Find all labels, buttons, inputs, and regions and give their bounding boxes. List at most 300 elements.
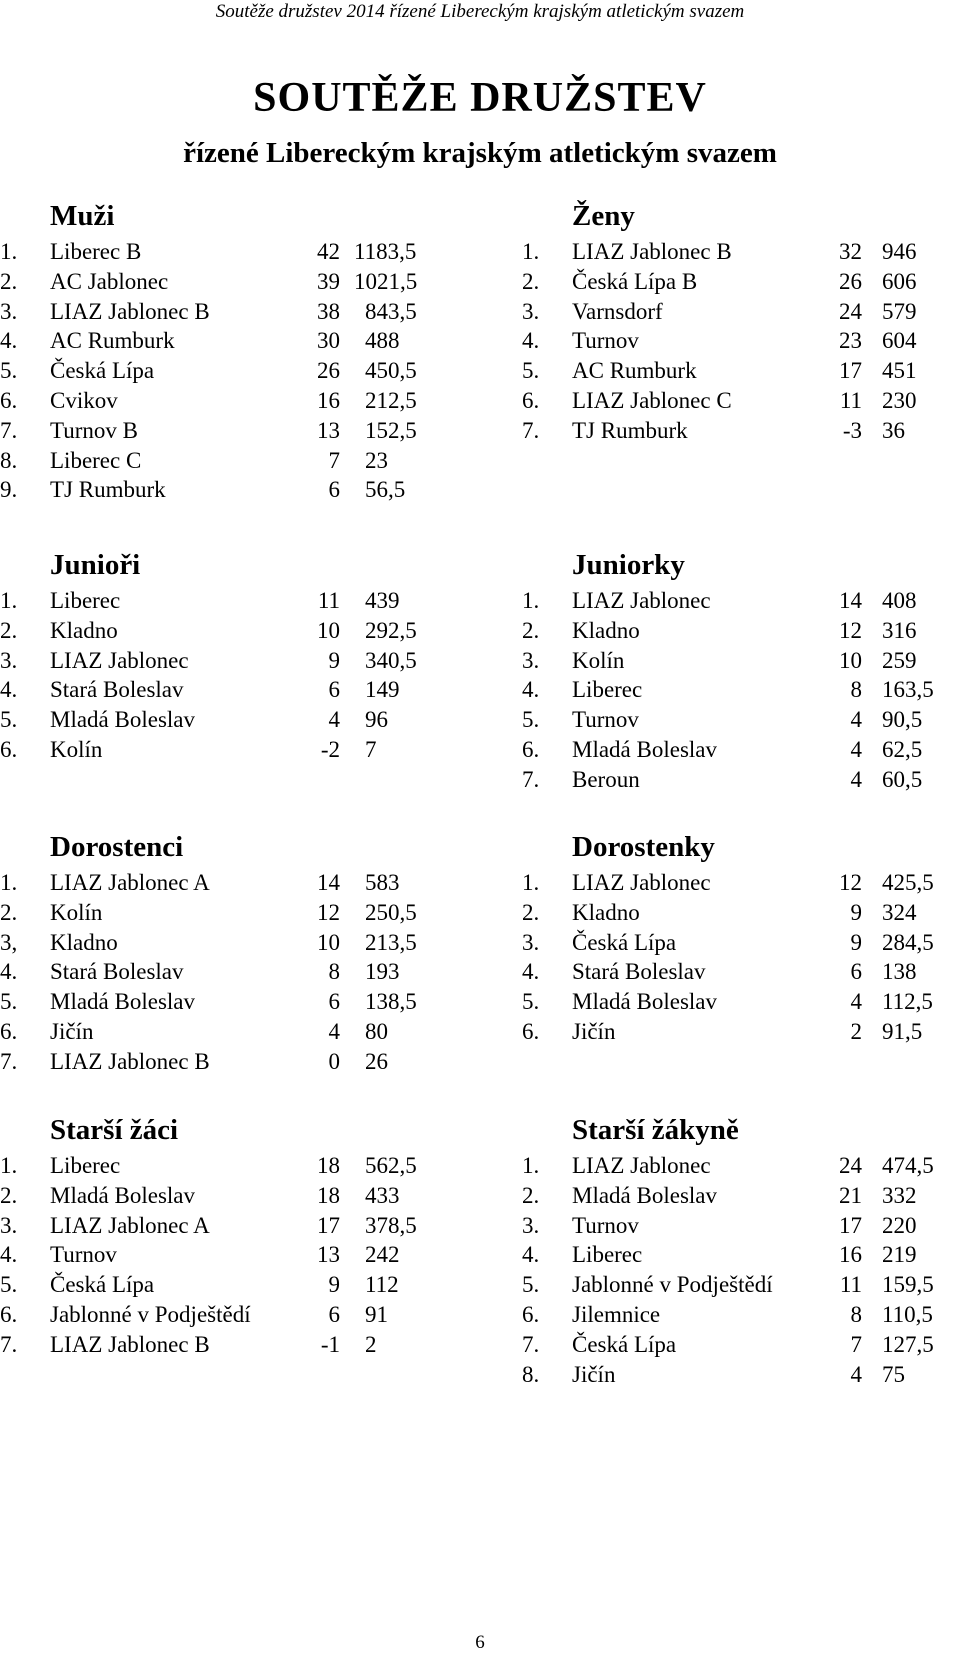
points-cell: 17 xyxy=(839,1212,862,1238)
team-name: Kladno xyxy=(50,617,118,643)
section-title: Juniorky xyxy=(572,549,685,581)
team-name: Jablonné v Podještědí xyxy=(50,1301,251,1327)
score-cell: 26 xyxy=(365,1048,388,1074)
team-name: Kolín xyxy=(50,899,103,925)
standings-row xyxy=(522,1181,942,1211)
points-cell: 9 xyxy=(850,899,862,925)
score-cell: 583 xyxy=(365,870,400,895)
rank-cell: 1. xyxy=(0,1153,18,1178)
score-cell: 138,5 xyxy=(365,989,417,1015)
team-name: Varnsdorf xyxy=(572,298,663,324)
team-name: LIAZ Jablonec B xyxy=(50,298,210,324)
team-name: Kolín xyxy=(50,736,103,762)
score-cell: 606 xyxy=(882,268,917,294)
points-cell: -2 xyxy=(320,736,340,762)
running-header: Soutěže družstev 2014 řízené Libereckým krajským atletickým svazem xyxy=(215,1,745,22)
points-cell: 9 xyxy=(328,1272,340,1298)
standings-row xyxy=(0,868,420,898)
rank-cell: 3. xyxy=(522,298,540,324)
score-cell: 316 xyxy=(882,617,917,643)
points-cell: 4 xyxy=(850,1361,862,1387)
points-cell: 13 xyxy=(317,417,340,443)
rank-cell: 7. xyxy=(0,1048,18,1074)
points-cell: 4 xyxy=(328,707,340,733)
team-name: Turnov B xyxy=(50,417,138,443)
points-cell: 4 xyxy=(850,736,862,762)
points-cell: 10 xyxy=(317,929,340,955)
points-cell: 17 xyxy=(839,358,862,384)
rank-cell: 3. xyxy=(522,647,540,673)
standings-row xyxy=(522,326,942,356)
standings-row xyxy=(522,1360,942,1390)
team-name: Česká Lípa xyxy=(572,1331,677,1357)
team-name: LIAZ Jablonec A xyxy=(50,1212,210,1238)
standings-row xyxy=(522,586,942,616)
points-cell: 12 xyxy=(317,899,340,925)
team-name: LIAZ Jablonec C xyxy=(572,387,732,413)
rank-cell: 1. xyxy=(522,870,540,895)
team-name: AC Rumburk xyxy=(50,328,175,354)
rank-cell: 3. xyxy=(0,1212,18,1238)
points-cell: 24 xyxy=(839,298,862,324)
standings-row xyxy=(522,1300,942,1330)
points-cell: 39 xyxy=(317,268,340,294)
score-cell: 75 xyxy=(882,1361,905,1387)
team-name: Liberec xyxy=(50,1153,121,1178)
team-name: Liberec C xyxy=(50,447,142,473)
team-name: TJ Rumburk xyxy=(50,477,166,503)
score-cell: 474,5 xyxy=(882,1153,934,1178)
team-name: Jičín xyxy=(572,1361,616,1387)
score-cell: 127,5 xyxy=(882,1331,934,1357)
score-cell: 324 xyxy=(882,899,917,925)
rank-cell: 2. xyxy=(522,899,540,925)
points-cell: 24 xyxy=(839,1153,862,1178)
team-name: LIAZ Jablonec B xyxy=(572,239,732,264)
points-cell: 21 xyxy=(839,1182,862,1208)
standings-row xyxy=(522,416,942,446)
score-cell: 488 xyxy=(365,328,400,354)
points-cell: 8 xyxy=(850,677,862,703)
score-cell: 433 xyxy=(365,1182,400,1208)
score-cell: 2 xyxy=(365,1331,377,1357)
team-name: Turnov xyxy=(572,1212,639,1238)
team-name: Jilemnice xyxy=(572,1301,661,1327)
standings-row xyxy=(0,237,420,267)
points-cell: 7 xyxy=(328,447,340,473)
score-cell: 219 xyxy=(882,1242,917,1268)
score-cell: 843,5 xyxy=(365,298,417,324)
points-cell: 2 xyxy=(850,1018,862,1044)
standings-row xyxy=(0,386,420,416)
score-cell: 149 xyxy=(365,677,400,703)
rank-cell: 4. xyxy=(0,1242,18,1268)
score-cell: 159,5 xyxy=(882,1272,934,1298)
standings-row xyxy=(0,898,420,928)
team-name: Kladno xyxy=(572,617,640,643)
points-cell: -3 xyxy=(842,417,862,443)
section-starsi-zakyne xyxy=(522,1111,942,1389)
score-cell: 439 xyxy=(365,588,400,613)
rank-cell: 5. xyxy=(522,358,540,384)
score-cell: 60,5 xyxy=(882,766,923,792)
points-cell: 4 xyxy=(850,766,862,792)
score-cell: 292,5 xyxy=(365,617,417,643)
rank-cell: 1. xyxy=(522,588,540,613)
rank-cell: 5. xyxy=(0,358,18,384)
standings-list xyxy=(0,586,420,765)
points-cell: 6 xyxy=(328,477,340,503)
points-cell: 18 xyxy=(317,1182,340,1208)
team-name: Kolín xyxy=(572,647,625,673)
score-cell: 332 xyxy=(882,1182,917,1208)
section-muzi xyxy=(0,197,420,505)
score-cell: 212,5 xyxy=(365,387,417,413)
team-name: Mladá Boleslav xyxy=(572,736,717,762)
section-dorostenci xyxy=(0,828,420,1077)
score-cell: 604 xyxy=(882,328,917,354)
rank-cell: 3. xyxy=(0,647,18,673)
points-cell: 17 xyxy=(317,1212,340,1238)
standings-row xyxy=(522,705,942,735)
rank-cell: 6. xyxy=(0,387,18,413)
score-cell: 284,5 xyxy=(882,929,934,955)
rank-cell: 5. xyxy=(0,707,18,733)
standings-list xyxy=(522,1151,942,1389)
rank-cell: 4. xyxy=(0,959,18,985)
section-title: Dorostenky xyxy=(572,831,715,863)
score-cell: 193 xyxy=(365,959,400,985)
section-title: Dorostenci xyxy=(50,831,184,863)
team-name: LIAZ Jablonec B xyxy=(50,1048,210,1074)
points-cell: 9 xyxy=(850,929,862,955)
team-name: Kladno xyxy=(50,929,118,955)
score-cell: 579 xyxy=(882,298,917,324)
team-name: Jičín xyxy=(50,1018,94,1044)
team-name: LIAZ Jablonec xyxy=(50,647,189,673)
score-cell: 90,5 xyxy=(882,707,923,733)
team-name: LIAZ Jablonec xyxy=(572,870,711,895)
points-cell: 6 xyxy=(850,959,862,985)
rank-cell: 7. xyxy=(0,417,18,443)
standings-list xyxy=(522,868,942,1047)
section-title: Muži xyxy=(50,200,115,232)
points-cell: 6 xyxy=(328,989,340,1015)
points-cell: 8 xyxy=(328,959,340,985)
score-cell: 62,5 xyxy=(882,736,923,762)
standings-row xyxy=(522,675,942,705)
rank-cell: 5. xyxy=(0,989,18,1015)
standings-row xyxy=(522,237,942,267)
team-name: Mladá Boleslav xyxy=(50,707,195,733)
score-cell: 23 xyxy=(365,447,388,473)
standings-row xyxy=(0,1151,420,1181)
team-name: Beroun xyxy=(572,766,640,792)
team-name: Jičín xyxy=(572,1018,616,1044)
score-cell: 230 xyxy=(882,387,917,413)
standings-list xyxy=(0,868,420,1077)
standings-row xyxy=(0,297,420,327)
rank-cell: 6. xyxy=(0,736,18,762)
section-dorostenky xyxy=(522,828,942,1047)
team-name: Liberec B xyxy=(50,239,142,264)
team-name: Turnov xyxy=(572,328,639,354)
standings-list xyxy=(0,1151,420,1360)
rank-cell: 8. xyxy=(522,1361,540,1387)
team-name: Jablonné v Podještědí xyxy=(572,1272,773,1298)
score-cell: 408 xyxy=(882,588,917,613)
standings-list xyxy=(522,586,942,795)
points-cell: 4 xyxy=(850,707,862,733)
points-cell: 16 xyxy=(317,387,340,413)
rank-cell: 6. xyxy=(522,1301,540,1327)
rank-cell: 5. xyxy=(522,1272,540,1298)
points-cell: 8 xyxy=(850,1301,862,1327)
score-cell: 562,5 xyxy=(365,1153,417,1178)
page-title: SOUTĚŽE DRUŽSTEV xyxy=(253,75,707,121)
score-cell: 112,5 xyxy=(882,989,933,1015)
points-cell: 12 xyxy=(839,870,862,895)
points-cell: 11 xyxy=(839,387,862,413)
standings-row xyxy=(522,1240,942,1270)
standings-row xyxy=(522,957,942,987)
score-cell: 163,5 xyxy=(882,677,934,703)
score-cell: 36 xyxy=(882,417,905,443)
standings-row xyxy=(0,675,420,705)
score-cell: 7 xyxy=(365,736,377,762)
standings-row xyxy=(0,326,420,356)
points-cell: 11 xyxy=(317,588,340,613)
section-title: Starší žáci xyxy=(50,1114,179,1146)
score-cell: 138 xyxy=(882,959,917,985)
team-name: Česká Lípa xyxy=(50,1272,155,1298)
standings-row xyxy=(0,1211,420,1241)
points-cell: 38 xyxy=(317,298,340,324)
points-cell: 14 xyxy=(839,588,862,613)
rank-cell: 9. xyxy=(0,477,18,503)
rank-cell: 2. xyxy=(0,899,18,925)
standings-row xyxy=(0,616,420,646)
rank-cell: 6. xyxy=(522,387,540,413)
rank-cell: 2. xyxy=(0,268,18,294)
standings-row xyxy=(522,1211,942,1241)
section-juniorky xyxy=(522,546,942,795)
rank-cell: 4. xyxy=(522,677,540,703)
standings-row xyxy=(0,1270,420,1300)
team-name: Stará Boleslav xyxy=(572,959,706,985)
team-name: Česká Lípa xyxy=(50,358,155,384)
points-cell: 30 xyxy=(317,328,340,354)
score-cell: 340,5 xyxy=(365,647,417,673)
section-title: Starší žákyně xyxy=(572,1114,739,1146)
team-name: LIAZ Jablonec A xyxy=(50,870,210,895)
points-cell: 23 xyxy=(839,328,862,354)
standings-row xyxy=(0,356,420,386)
score-cell: 425,5 xyxy=(882,870,934,895)
rank-cell: 2. xyxy=(0,617,18,643)
points-cell: 4 xyxy=(328,1018,340,1044)
score-cell: 378,5 xyxy=(365,1212,417,1238)
score-cell: 450,5 xyxy=(365,358,417,384)
standings-row xyxy=(0,1300,420,1330)
score-cell: 259 xyxy=(882,647,917,673)
standings-row xyxy=(0,586,420,616)
rank-cell: 4. xyxy=(0,677,18,703)
team-name: Stará Boleslav xyxy=(50,677,184,703)
standings-row xyxy=(522,1151,942,1181)
team-name: Česká Lípa xyxy=(572,929,677,955)
points-cell: 42 xyxy=(317,239,340,264)
standings-list xyxy=(0,237,420,505)
rank-cell: 7. xyxy=(0,1331,18,1357)
points-cell: 14 xyxy=(317,870,340,895)
score-cell: 80 xyxy=(365,1018,388,1044)
rank-cell: 7. xyxy=(522,1331,540,1357)
points-cell: 13 xyxy=(317,1242,340,1268)
team-name: Mladá Boleslav xyxy=(572,1182,717,1208)
points-cell: 10 xyxy=(317,617,340,643)
section-zeny xyxy=(522,197,942,446)
rank-cell: 5. xyxy=(522,989,540,1015)
rank-cell: 3, xyxy=(0,929,18,955)
team-name: Kladno xyxy=(572,899,640,925)
rank-cell: 1. xyxy=(0,239,18,264)
team-name: Liberec xyxy=(572,677,643,703)
rank-cell: 6. xyxy=(0,1018,18,1044)
points-cell: 12 xyxy=(839,617,862,643)
standings-row xyxy=(522,646,942,676)
standings-row xyxy=(0,735,420,765)
rank-cell: 3. xyxy=(522,1212,540,1238)
team-name: AC Jablonec xyxy=(50,268,169,294)
rank-cell: 8. xyxy=(0,447,18,473)
score-cell: 1021,5 xyxy=(354,268,418,294)
team-name: Mladá Boleslav xyxy=(50,1182,195,1208)
rank-cell: 4. xyxy=(0,328,18,354)
standings-row xyxy=(522,1017,942,1047)
standings-row xyxy=(522,987,942,1017)
team-name: Česká Lípa B xyxy=(572,268,698,294)
standings-list xyxy=(522,237,942,446)
team-name: LIAZ Jablonec xyxy=(572,1153,711,1178)
score-cell: 56,5 xyxy=(365,477,406,503)
standings-row xyxy=(0,646,420,676)
team-name: TJ Rumburk xyxy=(572,417,688,443)
standings-row xyxy=(0,705,420,735)
rank-cell: 2. xyxy=(0,1182,18,1208)
score-cell: 110,5 xyxy=(882,1301,933,1327)
points-cell: 6 xyxy=(328,677,340,703)
page-subtitle: řízené Libereckým krajským atletickým svazem xyxy=(183,137,777,169)
standings-row xyxy=(0,1017,420,1047)
rank-cell: 4. xyxy=(522,959,540,985)
standings-row xyxy=(522,386,942,416)
standings-row xyxy=(0,928,420,958)
rank-cell: 4. xyxy=(522,328,540,354)
points-cell: 9 xyxy=(328,647,340,673)
team-name: Stará Boleslav xyxy=(50,959,184,985)
rank-cell: 1. xyxy=(522,1153,540,1178)
standings-row xyxy=(0,1181,420,1211)
rank-cell: 2. xyxy=(522,268,540,294)
score-cell: 946 xyxy=(882,239,917,264)
standings-row xyxy=(522,356,942,386)
rank-cell: 5. xyxy=(522,707,540,733)
rank-cell: 5. xyxy=(0,1272,18,1298)
points-cell: 10 xyxy=(839,647,862,673)
standings-row xyxy=(522,1330,942,1360)
standings-row xyxy=(0,1330,420,1360)
rank-cell: 6. xyxy=(0,1301,18,1327)
team-name: Cvikov xyxy=(50,387,118,413)
points-cell: 6 xyxy=(328,1301,340,1327)
team-name: LIAZ Jablonec B xyxy=(50,1331,210,1357)
score-cell: 242 xyxy=(365,1242,400,1268)
rank-cell: 2. xyxy=(522,1182,540,1208)
points-cell: -1 xyxy=(320,1331,340,1357)
team-name: AC Rumburk xyxy=(572,358,697,384)
standings-row xyxy=(0,1047,420,1077)
points-cell: 4 xyxy=(850,989,862,1015)
team-name: Mladá Boleslav xyxy=(572,989,717,1015)
score-cell: 112 xyxy=(365,1272,399,1298)
section-juniori xyxy=(0,546,420,765)
score-cell: 213,5 xyxy=(365,929,417,955)
rank-cell: 2. xyxy=(522,617,540,643)
rank-cell: 1. xyxy=(0,870,18,895)
team-name: Liberec xyxy=(50,588,121,613)
score-cell: 451 xyxy=(882,358,917,384)
rank-cell: 1. xyxy=(0,588,18,613)
points-cell: 0 xyxy=(328,1048,340,1074)
points-cell: 16 xyxy=(839,1242,862,1268)
standings-row xyxy=(522,898,942,928)
team-name: Liberec xyxy=(572,1242,643,1268)
score-cell: 1183,5 xyxy=(354,239,417,264)
score-cell: 91,5 xyxy=(882,1018,923,1044)
score-cell: 250,5 xyxy=(365,899,417,925)
score-cell: 152,5 xyxy=(365,417,417,443)
rank-cell: 6. xyxy=(522,736,540,762)
team-name: Turnov xyxy=(572,707,639,733)
standings-row xyxy=(0,446,420,476)
standings-row xyxy=(522,297,942,327)
score-cell: 91 xyxy=(365,1301,388,1327)
standings-row xyxy=(522,868,942,898)
section-starsi-zaci xyxy=(0,1111,420,1360)
team-name: Turnov xyxy=(50,1242,117,1268)
rank-cell: 7. xyxy=(522,417,540,443)
standings-row xyxy=(522,928,942,958)
rank-cell: 3. xyxy=(522,929,540,955)
standings-row xyxy=(522,765,942,795)
section-title: Junioři xyxy=(50,549,141,581)
points-cell: 11 xyxy=(839,1272,862,1298)
standings-row xyxy=(522,267,942,297)
points-cell: 18 xyxy=(317,1153,340,1178)
page-number: 6 xyxy=(475,1632,485,1653)
rank-cell: 6. xyxy=(522,1018,540,1044)
team-name: Mladá Boleslav xyxy=(50,989,195,1015)
standings-row xyxy=(522,735,942,765)
rank-cell: 1. xyxy=(522,239,540,264)
rank-cell: 4. xyxy=(522,1242,540,1268)
standings-row xyxy=(522,616,942,646)
points-cell: 7 xyxy=(850,1331,862,1357)
rank-cell: 3. xyxy=(0,298,18,324)
standings-row xyxy=(0,1240,420,1270)
score-cell: 96 xyxy=(365,707,388,733)
